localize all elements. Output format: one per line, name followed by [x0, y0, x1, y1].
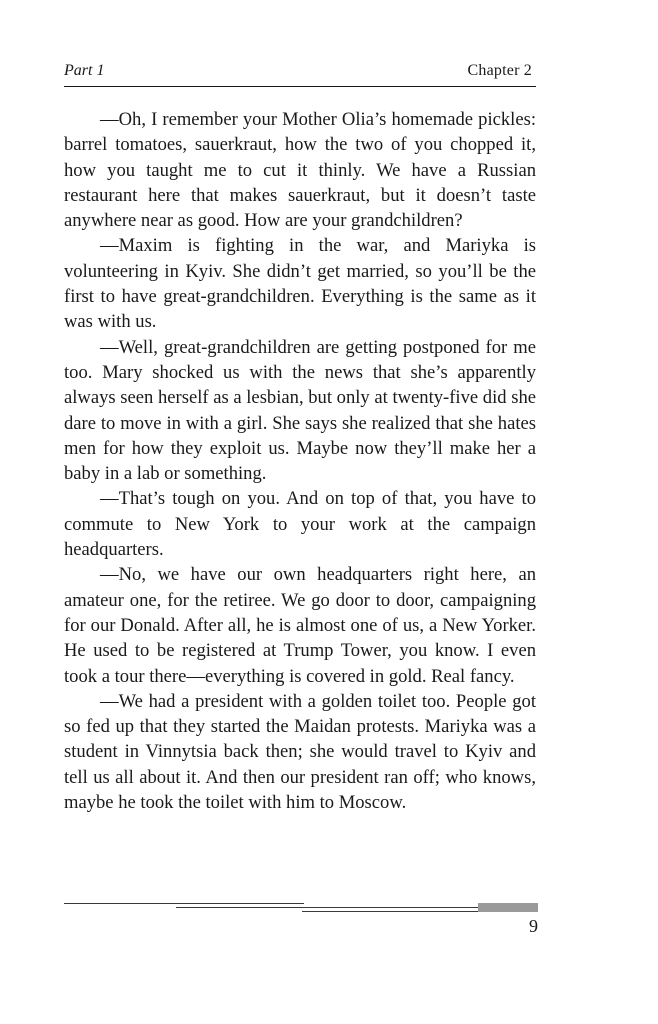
page-number: 9	[529, 916, 538, 936]
paragraph: —Maxim is fighting in the war, and Mariyka is volunteering in Kyiv. She didn’t get married, so you’ll be the first to have great-grandchildren. Everything is the same as it was with us.	[64, 235, 536, 333]
paragraph: —That’s tough on you. And on top of that, you have to commute to New York to your work at the campaign headquarters.	[64, 488, 536, 561]
paragraph: —Oh, I remember your Mother Olia’s homemade pickles: barrel tomatoes, sauerkraut, how the two of you chopped it, how you taught me to cut it thinly. We have a Russian restaurant here that makes sauerkraut, but it doesn’t taste anywhere near as good. How are your grandchildren?	[64, 109, 536, 232]
header-part-label: Part 1	[64, 62, 105, 79]
paragraph: —Well, great-grandchildren are getting postponed for me too. Mary shocked us with the news that she’s apparently always seen herself as a lesbian, but only at twenty-five did she dare to move in with a girl. She says she realized that she hates men for how they exploit us. Maybe now they’ll make her a baby in a lab or something.	[64, 336, 536, 485]
paragraph: —We had a president with a golden toilet too. People got so fed up that they started the Maidan protests. Mariyka was a student in Vinnytsia back then; she would travel to Kyiv and tell us all about it. And then our president ran off; who knows, maybe he took the toilet with him to Moscow.	[64, 690, 536, 814]
footer-ornament-rules	[64, 900, 538, 916]
footer-rule-line	[64, 903, 304, 904]
paragraph: —No, we have our own headquarters right here, an amateur one, for the retiree. We go door to door, campaigning for our Donald. After all, he is almost one of us, a New Yorker. He used to be registered at Trump Tower, you know. I even took a tour there—everything is covered in gold. Real fancy.	[64, 564, 536, 687]
page-body	[64, 107, 536, 815]
running-header	[64, 62, 536, 84]
header-chapter-label: Chapter 2	[467, 62, 532, 79]
footer-rule-block	[478, 903, 538, 912]
header-divider	[64, 86, 536, 87]
